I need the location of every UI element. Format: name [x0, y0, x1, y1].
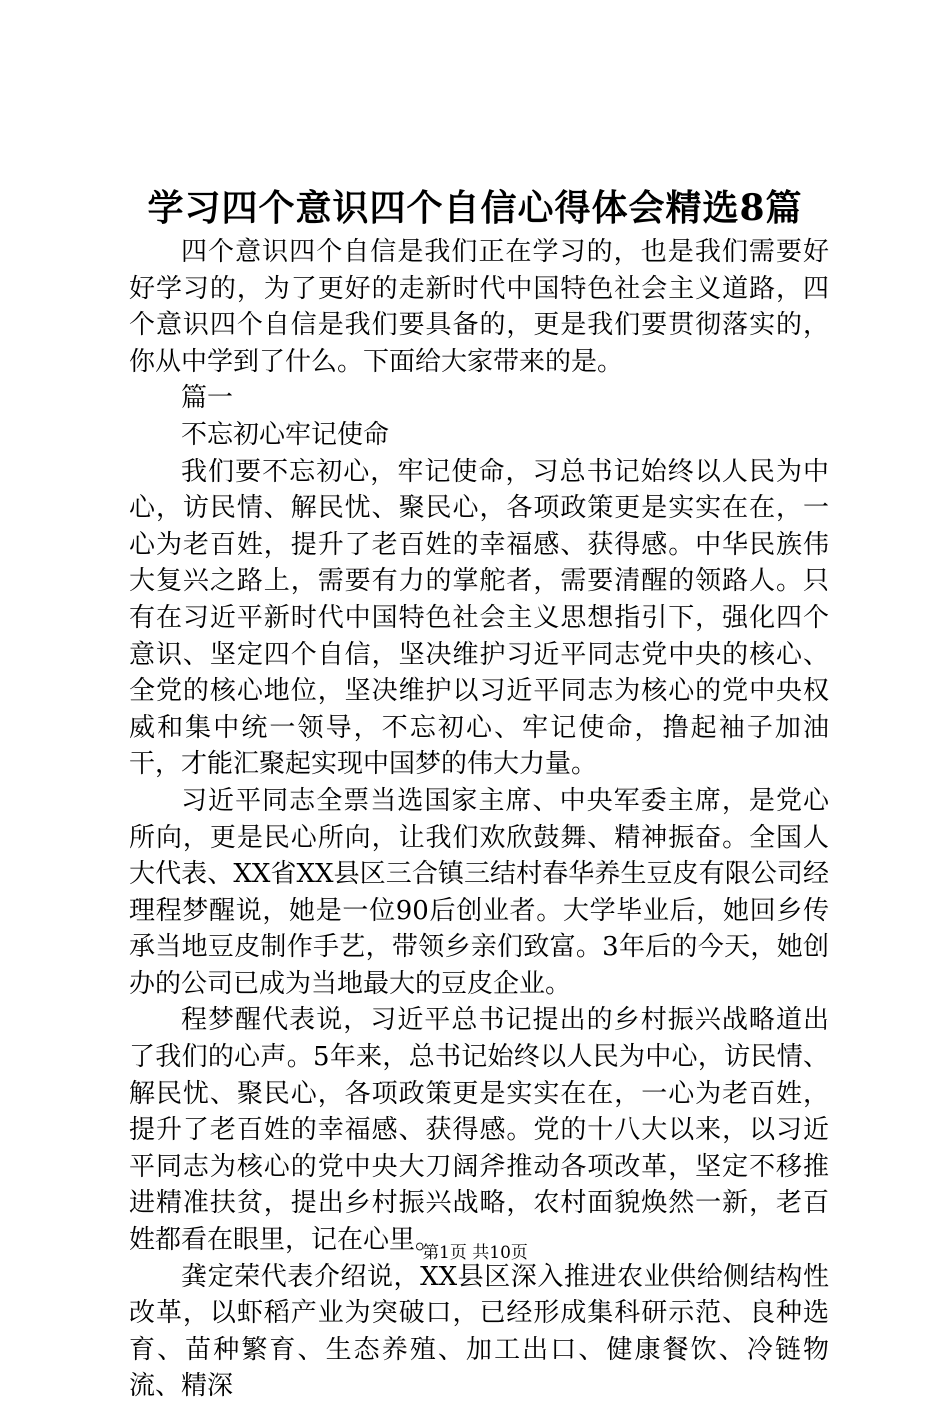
document-body: [129, 234, 829, 1405]
paragraph-body: 我们要不忘初心，牢记使命，习总书记始终以人民为中心，访民情、解民忧、聚民心，各项政策更是实实在在，一心为老百姓，提升了老百姓的幸福感、获得感。中华民族伟大复兴之路上，需要有力的掌舵者，需要清醒的领路人。只有在习近平新时代中国特色社会主义思想指引下，强化四个意识、坚定四个自信，坚决维护习近平同志党中央的核心、全党的核心地位，坚决维护以习近平同志为核心的党中央权威和集中统一领导，不忘初心、牢记使命，撸起袖子加油干，才能汇聚起实现中国梦的伟大力量。: [129, 456, 829, 780]
section-label: 篇一: [181, 383, 234, 414]
document-title: 学习四个意识四个自信心得体会精选8篇: [147, 187, 803, 229]
paragraph-body: 龚定荣代表介绍说，XX县区深入推进农业供给侧结构性改革，以虾稻产业为突破口，已经形成集科研示范、良种选育、苗种繁育、生态养殖、加工出口、健康餐饮、冷链物流、精深: [129, 1261, 829, 1402]
section-heading: 不忘初心牢记使命: [181, 419, 390, 450]
paragraph-body: 习近平同志全票当选国家主席、中央军委主席，是党心所向，更是民心所向，让我们欢欣鼓舞、精神振奋。全国人大代表、XX省XX县区三合镇三结村春华养生豆皮有限公司经理程梦醒说，她是一位90后创业者。大学毕业后，她回乡传承当地豆皮制作手艺，带领乡亲们致富。3年后的今天，她创办的公司已成为当地最大的豆皮企业。: [129, 785, 829, 999]
paragraph-intro: 四个意识四个自信是我们正在学习的，也是我们需要好好学习的，为了更好的走新时代中国特色社会主义道路，四个意识四个自信是我们要具备的，更是我们要贯彻落实的，你从中学到了什么。下面给大家带来的是。: [129, 237, 829, 377]
page-number-footer: 第1页 共10页: [422, 1243, 528, 1263]
paragraph-body: 程梦醒代表说，习近平总书记提出的乡村振兴战略道出了我们的心声。5年来，总书记始终以人民为中心，访民情、解民忧、聚民心，各项政策更是实实在在，一心为老百姓，提升了老百姓的幸福感、获得感。党的十八大以来，以习近平同志为核心的党中央大刀阔斧推动各项改革，坚定不移推进精准扶贫，提出乡村振兴战略，农村面貌焕然一新，老百姓都看在眼里，记在心里。: [129, 1005, 829, 1256]
